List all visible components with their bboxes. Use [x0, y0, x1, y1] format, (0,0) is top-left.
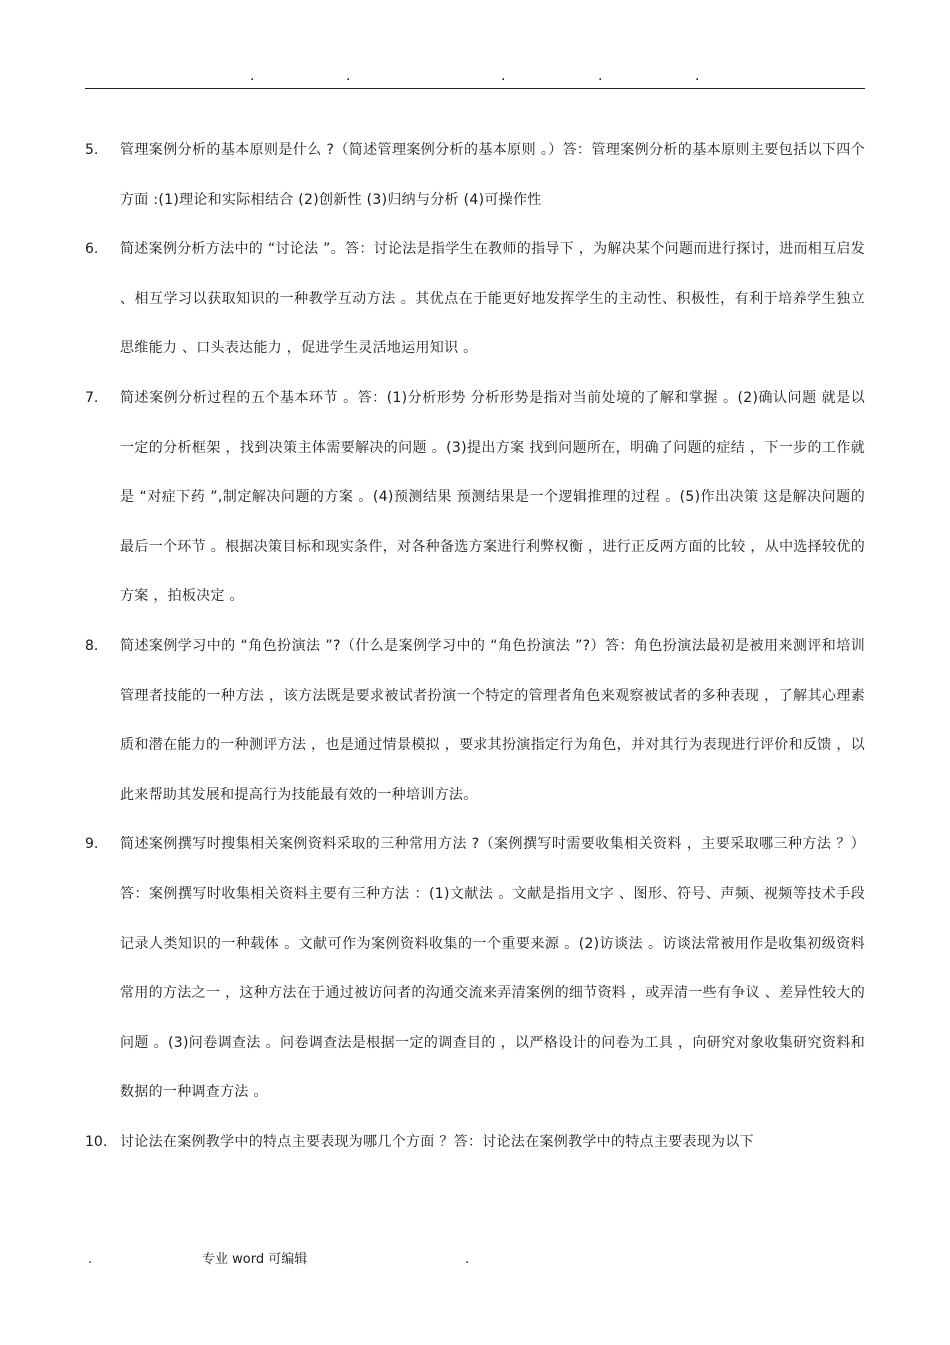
- header-divider: [85, 88, 865, 89]
- header-dot: .: [346, 68, 351, 84]
- question-text: 简述案例分析过程的五个基本环节 。答：(1)分析形势 分析形势是指对当前处境的了解和掌握 。(2)确认问题 就是以一定的分析框架 ，找到决策主体需要解决的问题 。(3)提出方案 找到问题所在，明确了问题的症结 ，下一步的工作就是 “对症下药 ”,制定解决问题的方案 。(4)预测结果 预测结果是一个逻辑推理的过程 。(5)作出决策 这是解决问题的最后一个环节 。根据决策目标和现实条件，对各种备选方案进行利弊权衡 ，进行正反两方面的比较 ，从中选择较优的方案 ，拍板决定 。: [120, 389, 865, 605]
- question-text: 简述案例分析方法中的 “讨论法 ”。答：讨论法是指学生在教师的指导下 ，为解决某个问题而进行探讨，进而相互启发 、相互学习以获取知识的一种教学互动方法 。其优点在于能更好地发挥学生的主动性、积极性，有利于培养学生独立思维能力 、口头表达能力 ，促进学生灵活地运用知识 。: [120, 241, 865, 357]
- question-text: 简述案例撰写时搜集相关案例资料采取的三种常用方法 ?（案例撰写时需要收集相关资料 ，主要采取哪三种方法 ？）答：案例撰写时收集相关资料主要有三种方法 ：(1)文献法 。文献是指用文字 、图形、符号、声频、视频等技术手段记录人类知识的一种载体 。文献可作为案例资料收集的一个重要来源 。(2)访谈法 。访谈法常被用作是收集初级资料常用的方法之一 ，这种方法在于通过被访问者的沟通交流来弄清案例的细节资料 ，或弄清一些有争议 、差异性较大的问题 。(3)问卷调查法 。问卷调查法是根据一定的调查目的 ，以严格设计的问卷为工具 ，向研究对象收集研究资料和数据的一种调查方法 。: [120, 836, 865, 1101]
- footer-right-dot: .: [465, 1252, 470, 1267]
- footer-label: 专业 word 可编辑: [202, 1252, 308, 1267]
- question-number: 5.: [85, 142, 99, 158]
- question-item: [85, 1118, 865, 1168]
- question-text: 简述案例学习中的 “角色扮演法 ”?（什么是案例学习中的 “角色扮演法 ”?）答：角色扮演法最初是被用来测评和培训管理者技能的一种方法 ，该方法既是要求被试者扮演一个特定的管理者角色来观察被试者的多种表现 ，了解其心理素质和潜在能力的一种测评方法 ，也是通过情景模拟 ，要求其扮演指定行为角色，并对其行为表现进行评价和反馈 ，以此来帮助其发展和提高行为技能最有效的一种培训方法。: [120, 637, 865, 803]
- question-number: 9.: [85, 836, 99, 853]
- header-dot: .: [501, 68, 506, 84]
- question-item: [85, 225, 865, 374]
- question-number: 10.: [85, 1133, 108, 1150]
- page-header-dots: [0, 68, 950, 84]
- question-text: 管理案例分析的基本原则是什么 ?（简述管理案例分析的基本原则 。）答：管理案例分析的基本原则主要包括以下四个方面 :(1)理论和实际相结合 (2)创新性 (3)归纳与分析 (4)可操作性: [120, 142, 865, 208]
- header-dot: .: [598, 68, 603, 84]
- question-item: [85, 126, 865, 225]
- document-body: [85, 126, 865, 1167]
- footer-left-dot: .: [88, 1252, 93, 1267]
- question-item: [85, 820, 865, 1118]
- header-dot: .: [695, 68, 700, 84]
- question-number: 7.: [85, 389, 99, 406]
- question-number: 8.: [85, 637, 99, 654]
- question-item: [85, 622, 865, 820]
- question-text: 讨论法在案例教学中的特点主要表现为哪几个方面 ？答：讨论法在案例教学中的特点主要表现为以下: [120, 1133, 754, 1150]
- page-footer: [0, 1250, 950, 1270]
- question-number: 6.: [85, 241, 99, 258]
- question-item: [85, 374, 865, 622]
- header-dot: .: [250, 68, 255, 84]
